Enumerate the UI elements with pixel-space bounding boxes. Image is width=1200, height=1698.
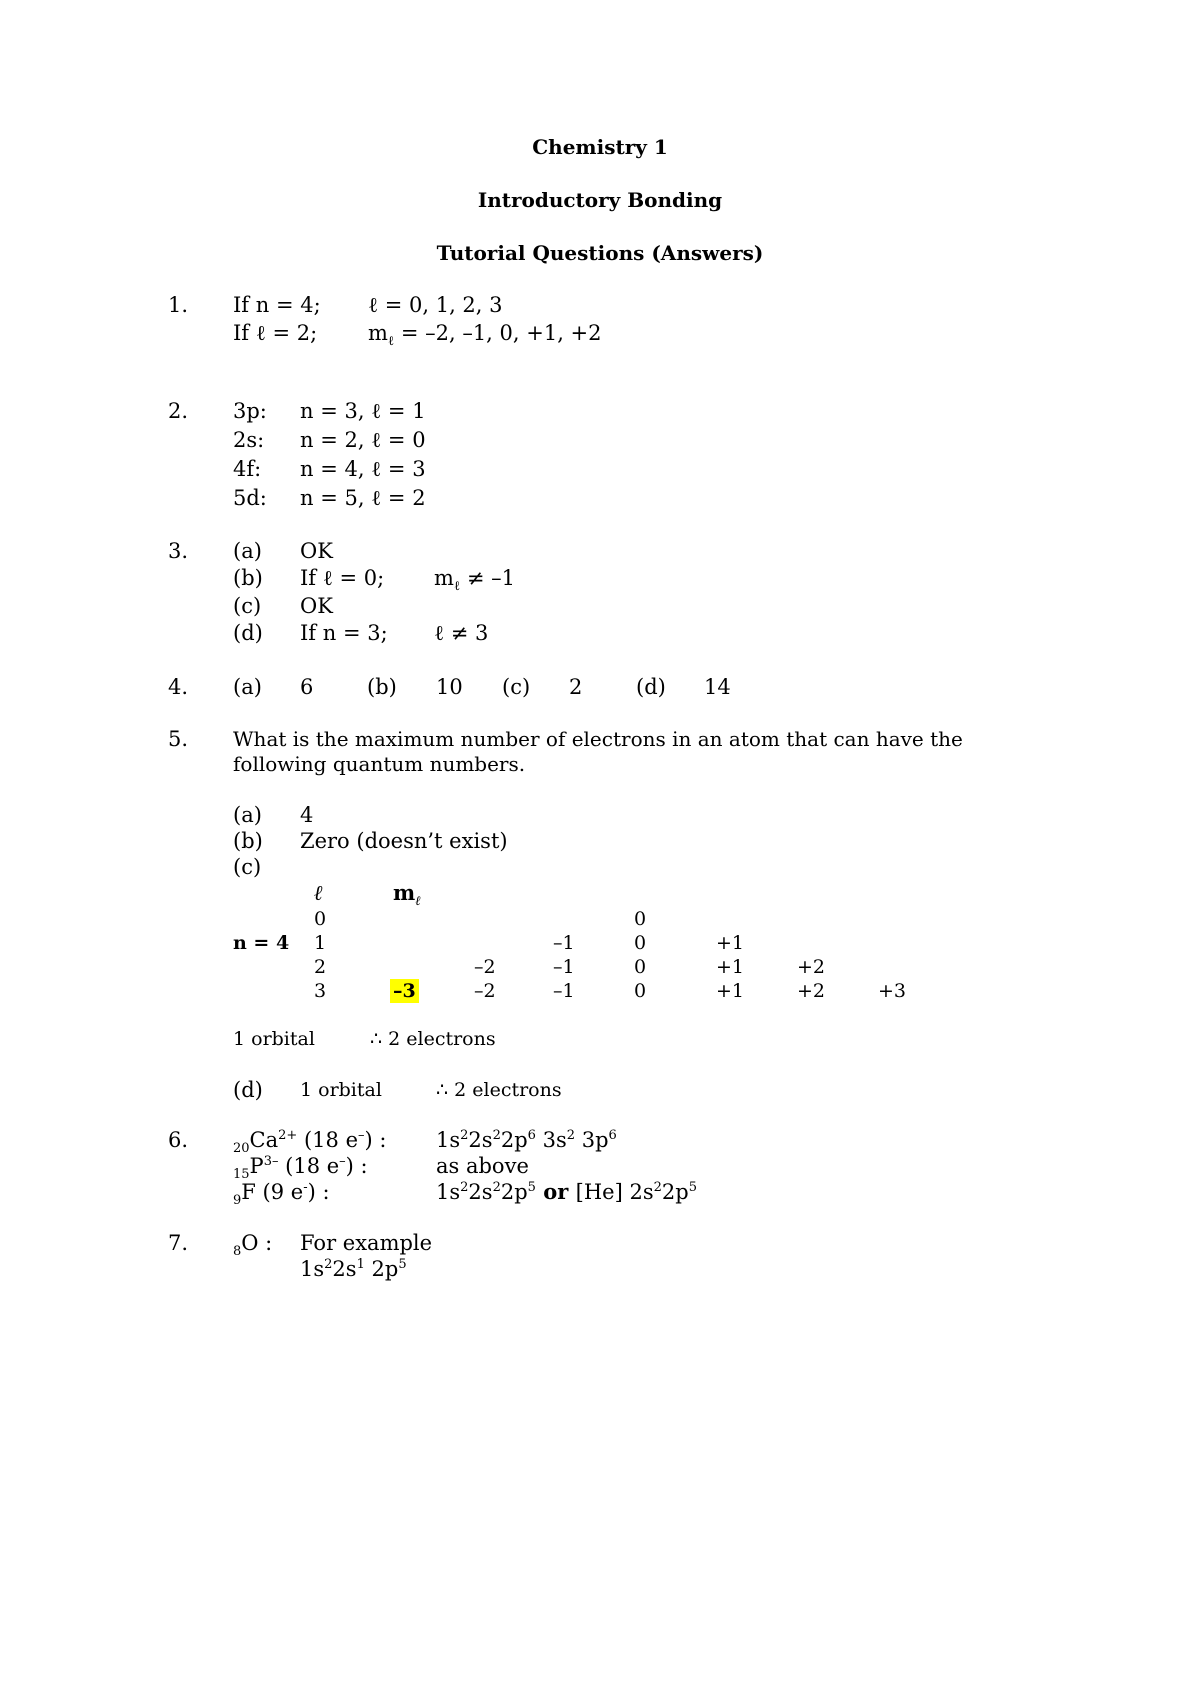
q5-d-orbitals: 1 orbital (300, 1079, 382, 1101)
q6-ca-config-3p-exp: 6 (608, 1128, 617, 1143)
q6-ca-species (233, 1128, 387, 1156)
q4-d-value: 14 (704, 675, 731, 699)
q6-f-config2-2s: 2s (629, 1180, 654, 1204)
q1-m-values: = –2, –1, 0, +1, +2 (394, 321, 602, 345)
q3-d-label: (d) (233, 621, 263, 645)
q5-c-result-orbitals: 1 orbital (233, 1028, 315, 1050)
q3-c-label: (c) (233, 594, 262, 618)
q6-ca-config-3s: 3s (535, 1128, 567, 1152)
q2-number: 2. (168, 399, 189, 423)
q6-number: 6. (168, 1128, 189, 1152)
q6-ca-close: ) : (364, 1128, 387, 1152)
q7-config-1s-exp: 2 (324, 1257, 333, 1272)
q1-line1-answer: ℓ = 0, 1, 2, 3 (368, 293, 503, 317)
document-title: Chemistry 1 (532, 135, 668, 159)
table-header-m (393, 880, 421, 909)
q7-config-2s-exp: 1 (356, 1257, 365, 1272)
q5-b-text: Zero (doesn’t exist) (300, 829, 508, 853)
q4-c-value: 2 (569, 675, 583, 699)
table-m-value: 0 (634, 980, 647, 1002)
q6-f-or: or (535, 1179, 576, 1204)
q3-c-text: OK (300, 594, 333, 618)
q7-config-1s: 1s (300, 1257, 325, 1281)
q7-atomic-number: 8 (233, 1244, 242, 1259)
q6-ca-electrons: (18 e (297, 1128, 359, 1152)
q6-f-config-2p-exp: 5 (527, 1180, 536, 1195)
q6-f-config-2s-exp: 2 (492, 1180, 501, 1195)
q3-a-label: (a) (233, 539, 262, 563)
table-m-value: +1 (716, 980, 745, 1002)
q5-number: 5. (168, 727, 189, 751)
q1-line1-condition: If n = 4; (233, 293, 321, 317)
q6-p-electron-sign: – (339, 1154, 346, 1169)
q2-orbital-2s: 2s: (233, 428, 265, 452)
q7-number: 7. (168, 1231, 189, 1255)
q4-b-value: 10 (436, 675, 463, 699)
table-l-value: 3 (314, 980, 327, 1002)
q6-p-electrons: (18 e (278, 1154, 340, 1178)
q5-a-text: 4 (300, 803, 314, 827)
q1-line2-condition: If ℓ = 2; (233, 321, 318, 345)
q2-orbital-4f: 4f: (233, 457, 262, 481)
q6-ca-config-1s-exp: 2 (460, 1128, 469, 1143)
table-m-value: +3 (878, 980, 907, 1002)
q6-ca-config-2p: 2p (500, 1128, 528, 1152)
table-header-l: ℓ (314, 880, 323, 905)
q6-f-atomic-number: 9 (233, 1193, 242, 1208)
q2-value-5d: n = 5, ℓ = 2 (300, 486, 426, 510)
q6-f-close: ) : (307, 1180, 330, 1204)
q6-ca-config-3s-exp: 2 (566, 1128, 576, 1143)
table-m-value: +2 (797, 980, 826, 1002)
table-m-value: –2 (474, 956, 496, 978)
q7-config-2p: 2p (364, 1257, 399, 1281)
q6-p-close: ) : (345, 1154, 368, 1178)
q6-f-config (436, 1180, 697, 1204)
q3-b-m: m (434, 566, 454, 590)
q4-number: 4. (168, 675, 189, 699)
table-m-value: 0 (634, 932, 647, 954)
q3-b-rest: ≠ –1 (460, 566, 515, 590)
q2-value-4f: n = 4, ℓ = 3 (300, 457, 426, 481)
q6-f-electrons: (9 e (255, 1180, 304, 1204)
q6-ca-config-2p-exp: 6 (527, 1128, 536, 1143)
document-subtitle: Introductory Bonding (477, 188, 723, 212)
q7-config-2s: 2s (332, 1257, 357, 1281)
q3-d-answer: ℓ ≠ 3 (434, 621, 489, 645)
q6-f-electron-sign: - (303, 1180, 308, 1195)
q6-ca-config-2s-exp: 2 (492, 1128, 501, 1143)
table-l-value: 2 (314, 956, 327, 978)
q2-value-2s: n = 2, ℓ = 0 (300, 428, 426, 452)
q7-symbol: O : (241, 1231, 273, 1255)
q1-m: m (368, 321, 388, 345)
q4-d-label: (d) (636, 675, 666, 699)
q6-p-species (233, 1154, 368, 1182)
q6-ca-charge: 2+ (278, 1128, 298, 1143)
table-m-value: +1 (716, 932, 745, 954)
q6-f-config-2p: 2p (500, 1180, 528, 1204)
table-m-value: –2 (474, 980, 496, 1002)
document-heading: Tutorial Questions (Answers) (436, 241, 764, 265)
q3-a-text: OK (300, 539, 333, 563)
table-m-value (390, 979, 419, 1003)
q6-ca-config (436, 1128, 617, 1152)
q3-b-m-subscript: ℓ (453, 579, 461, 594)
q5-c-label: (c) (233, 855, 262, 879)
q6-ca-symbol: Ca (249, 1128, 279, 1152)
q3-d-text: If n = 3; (300, 621, 388, 645)
q6-ca-config-2s: 2s (468, 1128, 493, 1152)
q5-question-line2: following quantum numbers. (233, 752, 526, 776)
q5-d-electrons: ∴ 2 electrons (436, 1079, 562, 1101)
q6-p-atomic-number: 15 (233, 1167, 250, 1182)
q6-f-config2-core: [He] (575, 1180, 630, 1204)
q3-b-answer (434, 566, 515, 594)
q6-f-species (233, 1180, 330, 1208)
q5-question-line1: What is the maximum number of electrons in an atom that can have the (233, 727, 963, 751)
q6-p-charge: 3– (263, 1154, 279, 1169)
table-m-value: +2 (797, 956, 826, 978)
q6-f-config-2s: 2s (468, 1180, 493, 1204)
q5-a-label: (a) (233, 803, 262, 827)
q7-config-2p-exp: 5 (398, 1257, 407, 1272)
q1-line2-answer (368, 321, 602, 349)
q5-c-result-electrons: ∴ 2 electrons (370, 1028, 496, 1050)
table-header-m-letter: m (393, 880, 416, 905)
q1-m-subscript: ℓ (387, 334, 395, 349)
table-m-value: –1 (553, 980, 575, 1002)
q3-number: 3. (168, 539, 189, 563)
q6-f-config2-2s-exp: 2 (653, 1180, 662, 1195)
q4-c-label: (c) (502, 675, 531, 699)
table-n-label: n = 4 (233, 932, 290, 954)
q5-b-label: (b) (233, 829, 263, 853)
q6-ca-electron-sign: – (358, 1128, 365, 1143)
table-m-value: 0 (634, 908, 647, 930)
table-l-value: 0 (314, 908, 327, 930)
q4-a-label: (a) (233, 675, 262, 699)
q6-f-config2-2p: 2p (661, 1180, 689, 1204)
table-m-value: 0 (634, 956, 647, 978)
q7-species (233, 1231, 273, 1259)
q2-orbital-5d: 5d: (233, 486, 267, 510)
q6-p-config: as above (436, 1154, 529, 1178)
q3-b-label: (b) (233, 566, 263, 590)
q3-b-text: If ℓ = 0; (300, 566, 385, 590)
table-m-value: +1 (716, 956, 745, 978)
q6-ca-config-1s: 1s (436, 1128, 461, 1152)
q6-ca-config-3p: 3p (575, 1128, 609, 1152)
q6-f-config-1s-exp: 2 (460, 1180, 469, 1195)
q4-b-label: (b) (367, 675, 397, 699)
table-l-value: 1 (314, 932, 327, 954)
q6-p-symbol: P (249, 1154, 264, 1178)
q1-number: 1. (168, 293, 189, 317)
q6-f-symbol: F (241, 1180, 256, 1204)
highlighted-m-value: –3 (390, 979, 419, 1003)
q4-a-value: 6 (300, 675, 314, 699)
q6-ca-atomic-number: 20 (233, 1141, 250, 1156)
q6-f-config2-2p-exp: 5 (688, 1180, 697, 1195)
q2-value-3p: n = 3, ℓ = 1 (300, 399, 426, 423)
q6-f-config-1s: 1s (436, 1180, 461, 1204)
q5-d-label: (d) (233, 1078, 263, 1102)
q2-orbital-3p: 3p: (233, 399, 267, 423)
table-m-value: –1 (553, 932, 575, 954)
table-header-m-subscript: ℓ (415, 894, 421, 909)
q7-config (300, 1257, 407, 1281)
q7-text: For example (300, 1231, 433, 1255)
table-m-value: –1 (553, 956, 575, 978)
